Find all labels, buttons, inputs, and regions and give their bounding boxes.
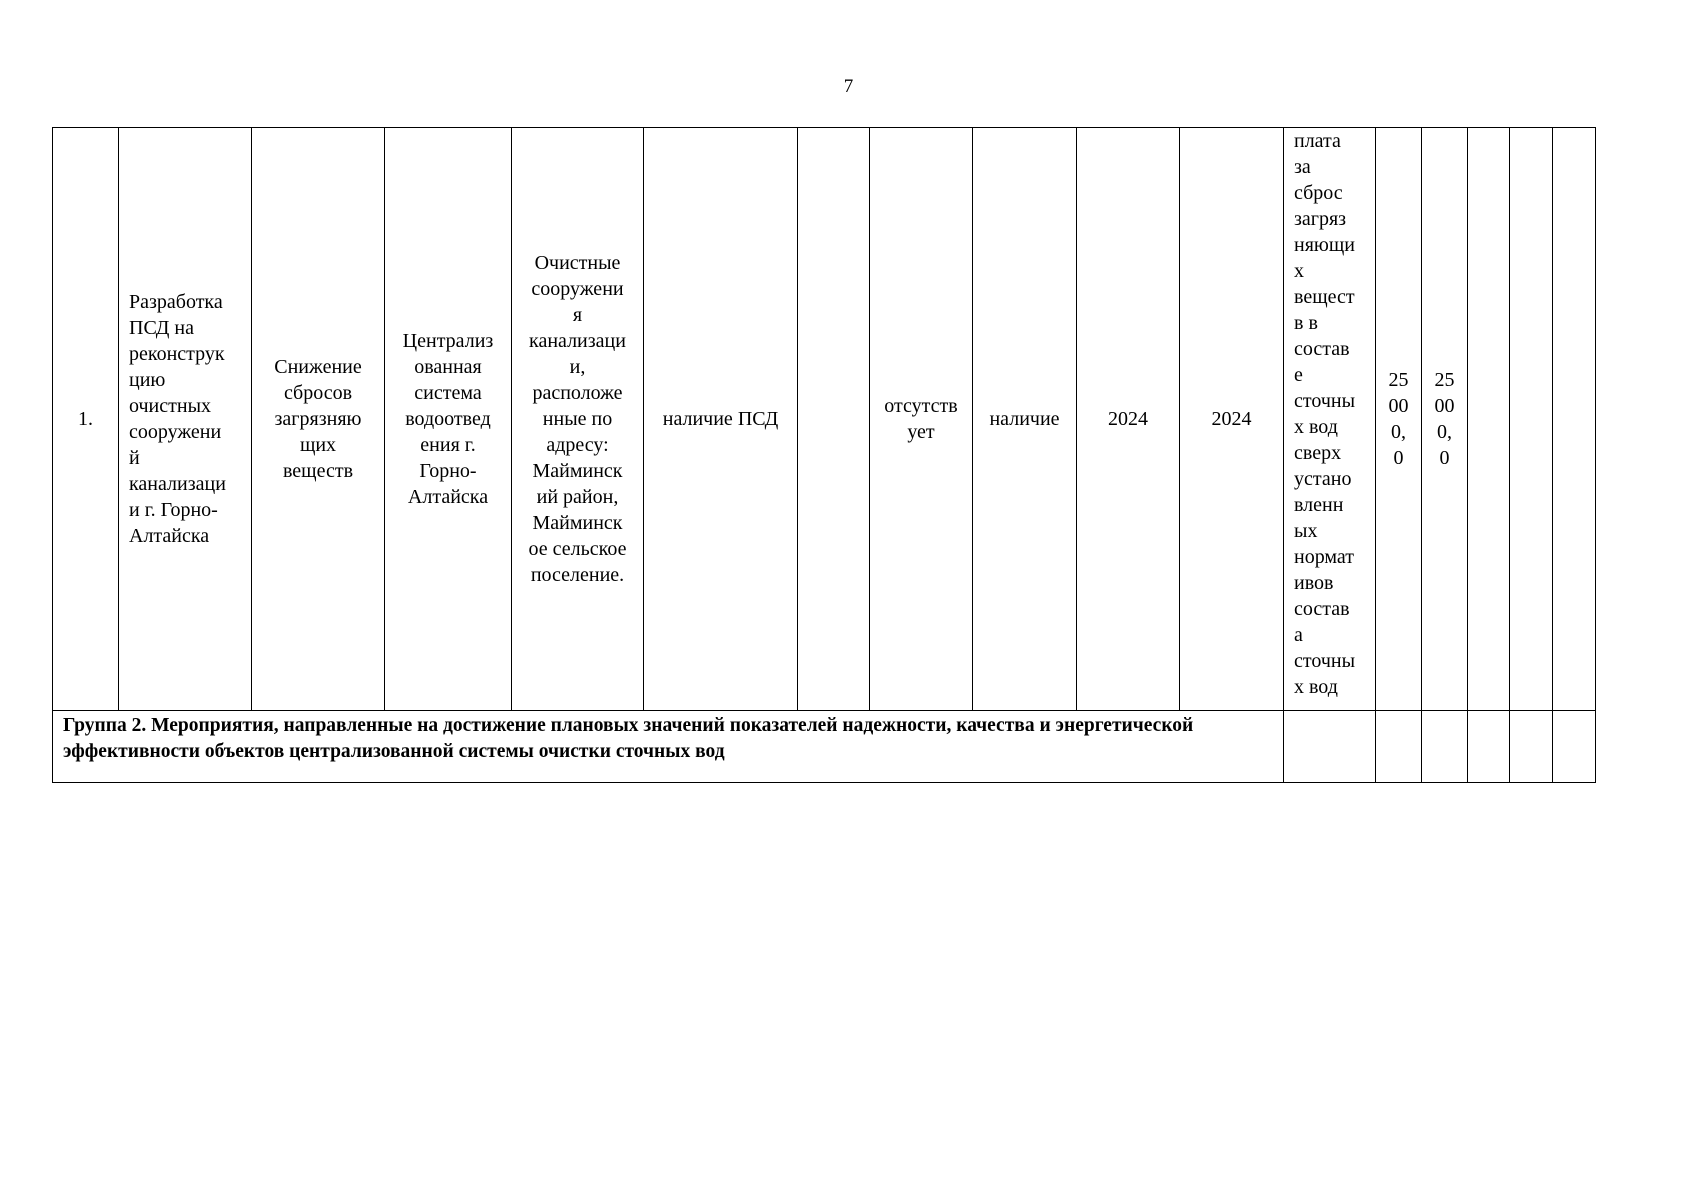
- empty-cell: [1284, 711, 1376, 783]
- measures-table: [52, 127, 1596, 783]
- page-number: 7: [843, 76, 854, 97]
- object-cell: Очистные сооружени я канализаци и, расположе нные по адресу: Майминск ий район, Майминск ое сельское поселение.: [512, 128, 644, 711]
- total-cost-cell: 25 00 0, 0: [1376, 128, 1422, 711]
- empty-cell: [1510, 711, 1553, 783]
- group-row: [53, 711, 1596, 783]
- group-title-cell: Группа 2. Мероприятия, направленные на достижение плановых значений показателей надежности, качества и энергетической эффективности объектов централизованной системы очистки сточных вод: [53, 711, 1284, 783]
- indicator-cell: наличие ПСД: [644, 128, 798, 711]
- empty-cell: [1376, 711, 1422, 783]
- unit-cell: [798, 128, 870, 711]
- system-cell: Централиз ованная система водоотвед ения г. Горно- Алтайска: [385, 128, 512, 711]
- target-value-cell: наличие: [973, 128, 1077, 711]
- end-year-cell: 2024: [1180, 128, 1284, 711]
- empty-cell: [1553, 711, 1596, 783]
- funding-source-cell: плата за сброс загряз няющи х вещест в в состав е сточны х вод сверх устано вленн ых нормат ивов состав а сточны х вод: [1284, 128, 1376, 711]
- empty-cell: [1468, 128, 1510, 711]
- row-number-cell: 1.: [53, 128, 119, 711]
- empty-cell: [1422, 711, 1468, 783]
- measure-name-cell: Разработка ПСД на реконструк цию очистных сооружени й канализаци и г. Горно- Алтайска: [119, 128, 252, 711]
- current-value-cell: отсутств ует: [870, 128, 973, 711]
- empty-cell: [1510, 128, 1553, 711]
- cost-2024-cell: 25 00 0, 0: [1422, 128, 1468, 711]
- start-year-cell: 2024: [1077, 128, 1180, 711]
- empty-cell: [1468, 711, 1510, 783]
- table-row: [53, 128, 1596, 711]
- empty-cell: [1553, 128, 1596, 711]
- goal-cell: Снижение сбросов загрязняю щих веществ: [252, 128, 385, 711]
